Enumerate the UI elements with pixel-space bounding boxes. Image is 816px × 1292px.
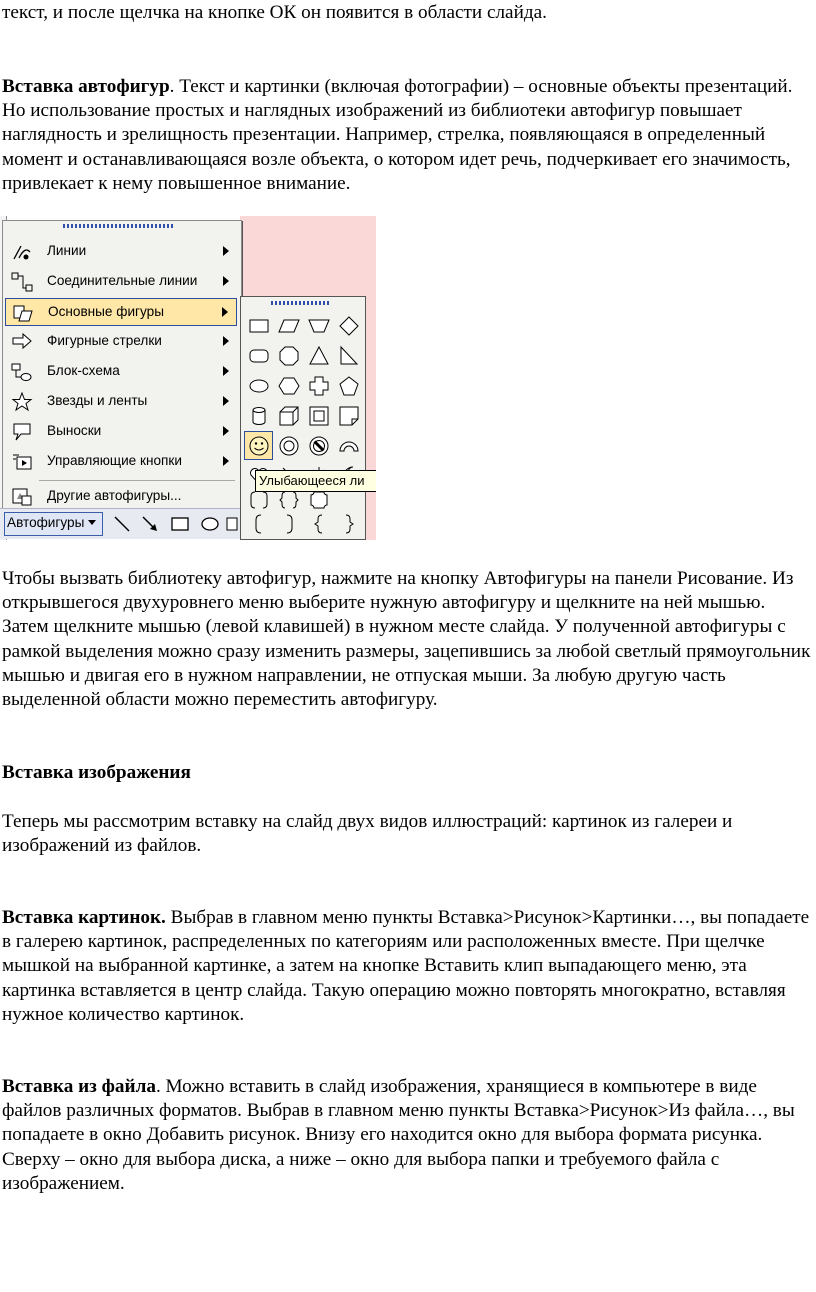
callouts-icon [11, 422, 33, 442]
autoshapes-menu [2, 220, 242, 522]
submenu-arrow-icon [223, 396, 229, 406]
shape-donut[interactable] [276, 433, 302, 459]
shape-right-bracket[interactable] [276, 511, 302, 537]
submenu-arrow-icon [223, 456, 229, 466]
paragraph-from-file [2, 1075, 812, 1196]
line-tool-icon[interactable] [112, 514, 132, 534]
menu-item-label: Соединительные линии [47, 273, 198, 288]
shape-rounded-rectangle[interactable] [246, 343, 272, 369]
shape-cross[interactable] [306, 373, 332, 399]
menu-item-label: Линии [47, 243, 87, 258]
menu-item-action-buttons[interactable] [5, 448, 237, 476]
shape-smiley-face[interactable] [244, 431, 273, 460]
submenu-arrow-icon [223, 246, 229, 256]
shape-oval[interactable] [246, 373, 272, 399]
menu-drag-handle[interactable] [63, 224, 173, 228]
paragraph-autoshapes-howto [2, 567, 812, 712]
dropdown-caret-icon [88, 520, 96, 525]
arrow-tool-icon[interactable] [140, 514, 160, 534]
menu-item-label: Основные фигуры [48, 304, 164, 319]
submenu-arrow-icon [223, 366, 229, 376]
paragraph-clipart [2, 906, 812, 1027]
oval-tool-icon[interactable] [200, 514, 220, 534]
menu-item-label: Звезды и ленты [47, 393, 148, 408]
menu-separator [39, 480, 235, 481]
submenu-arrow-icon [223, 276, 229, 286]
action-buttons-icon [11, 452, 33, 472]
autoshapes-menu-figure [0, 216, 376, 540]
shape-block-arc[interactable] [336, 433, 362, 459]
paragraph-clipart-text: Выбрав в главном меню пункты Вставка>Рисунок>Картинки…, вы попадаете в галерею картинок, распределенных по категориям или расположенных вместе. При щелчке мышкой на выбранной картинке, а затем на кнопке Вставить клип выпадающего меню, эта картинка вставляется в центр слайда. Такую операцию можно повторять многократно, вставляя нужное количество картинок. [2, 907, 810, 1025]
autoshapes-button[interactable] [4, 512, 103, 536]
basic-shapes-palette [240, 296, 366, 540]
menu-item-basic-shapes[interactable] [5, 298, 237, 326]
flowchart-icon [11, 362, 33, 382]
shape-can[interactable] [246, 403, 272, 429]
menu-item-more-autoshapes[interactable] [5, 483, 237, 511]
paragraph-autoshapes-text: . Текст и картинки (включая фотографии) – основные объекты презентаций. Но использование простых и наглядных изображений из библиотеки автофигур повышает наглядность и зрелищность презентации. Например, стрелка, появляющаяся в определенный момент и останавливающаяся возле объекта, о котором идет речь, подчеркивает его значимость, привлекает к нему повышенное внимание. [2, 76, 793, 194]
heading-clipart: Вставка картинок. [2, 907, 166, 928]
shape-hexagon[interactable] [276, 373, 302, 399]
heading-from-file: Вставка из файла [2, 1076, 156, 1097]
shape-right-brace[interactable] [336, 511, 362, 537]
paragraph-intro-text: текст, и после щелчка на кнопке ОК он появится в области слайда. [2, 2, 547, 23]
menu-item-label: Выноски [47, 423, 102, 438]
shape-pentagon[interactable] [336, 373, 362, 399]
heading-insert-image: Вставка изображения [2, 762, 191, 783]
submenu-arrow-icon [223, 426, 229, 436]
shape-octagon[interactable] [276, 343, 302, 369]
shape-left-brace[interactable] [306, 511, 332, 537]
menu-item-block-arrows[interactable] [5, 328, 237, 356]
menu-item-label: Фигурные стрелки [47, 333, 162, 348]
paragraph-intro-tail [2, 1, 812, 25]
lines-icon [11, 242, 33, 262]
menu-item-lines[interactable] [5, 238, 237, 266]
shape-right-triangle[interactable] [336, 343, 362, 369]
textbox-tool-icon[interactable] [226, 514, 238, 534]
paragraph-howto-text: Чтобы вызвать библиотеку автофигур, нажмите на кнопку Автофигуры на панели Рисование. Из открывшегося двухуровнего меню выберите нужную автофигуру и щелкните на ней мышью. Затем щелкните мышью (левой клавишей) в нужном месте слайда. У полученной автофигуры с рамкой выделения можно сразу изменить размеры, зацепившись за любой светлый прямоугольник мышью и двигая его в нужном направлении, не отпуская мыши. За любую другую часть выделенной области можно переместить автофигуру. [2, 568, 811, 711]
submenu-arrow-icon [222, 307, 228, 317]
menu-item-label: Управляющие кнопки [47, 453, 182, 468]
drawing-toolbar [0, 508, 240, 539]
heading-insert-image-block [2, 761, 812, 785]
shape-left-bracket[interactable] [246, 511, 272, 537]
menu-item-flowchart[interactable] [5, 358, 237, 386]
shape-parallelogram[interactable] [276, 313, 302, 339]
block-arrows-icon [11, 332, 33, 352]
paragraph-insert-image [2, 810, 812, 858]
shape-rectangle[interactable] [246, 313, 272, 339]
paragraph-from-file-text: . Можно вставить в слайд изображения, хранящиеся в компьютере в виде файлов различных форматов. Выбрав в главном меню пункты Вставка>Рисунок>Из файла…, вы попадаете в окно Добавить рисунок. Внизу его находится окно для выбора формата рисунка. Сверху – окно для выбора диска, а ниже – окно для выбора папки и требуемого файла с изображением. [2, 1076, 795, 1194]
shape-bevel[interactable] [306, 403, 332, 429]
shape-cube[interactable] [276, 403, 302, 429]
submenu-arrow-icon [223, 336, 229, 346]
autoshapes-button-label: Автофигуры [7, 515, 85, 530]
menu-item-label: Блок-схема [47, 363, 120, 378]
shape-trapezoid[interactable] [306, 313, 332, 339]
menu-item-connectors[interactable] [5, 268, 237, 296]
more-autoshapes-icon [11, 487, 33, 507]
shape-no-symbol[interactable] [306, 433, 332, 459]
heading-autoshapes: Вставка автофигур [2, 76, 170, 97]
connectors-icon [11, 272, 33, 292]
basic-shapes-icon [12, 303, 34, 323]
shape-folded-corner[interactable] [336, 403, 362, 429]
shape-diamond[interactable] [336, 313, 362, 339]
palette-drag-handle[interactable] [271, 301, 331, 305]
paragraph-insert-image-text: Теперь мы рассмотрим вставку на слайд двух видов иллюстраций: картинок из галереи и изображений из файлов. [2, 811, 733, 857]
shape-triangle[interactable] [306, 343, 332, 369]
shape-tooltip: Улыбающееся ли [255, 470, 376, 492]
stars-banners-icon [11, 392, 33, 412]
rectangle-tool-icon[interactable] [170, 514, 190, 534]
menu-item-label: Другие автофигуры... [47, 488, 182, 503]
menu-item-callouts[interactable] [5, 418, 237, 446]
paragraph-autoshapes [2, 75, 812, 196]
menu-item-stars-banners[interactable] [5, 388, 237, 416]
